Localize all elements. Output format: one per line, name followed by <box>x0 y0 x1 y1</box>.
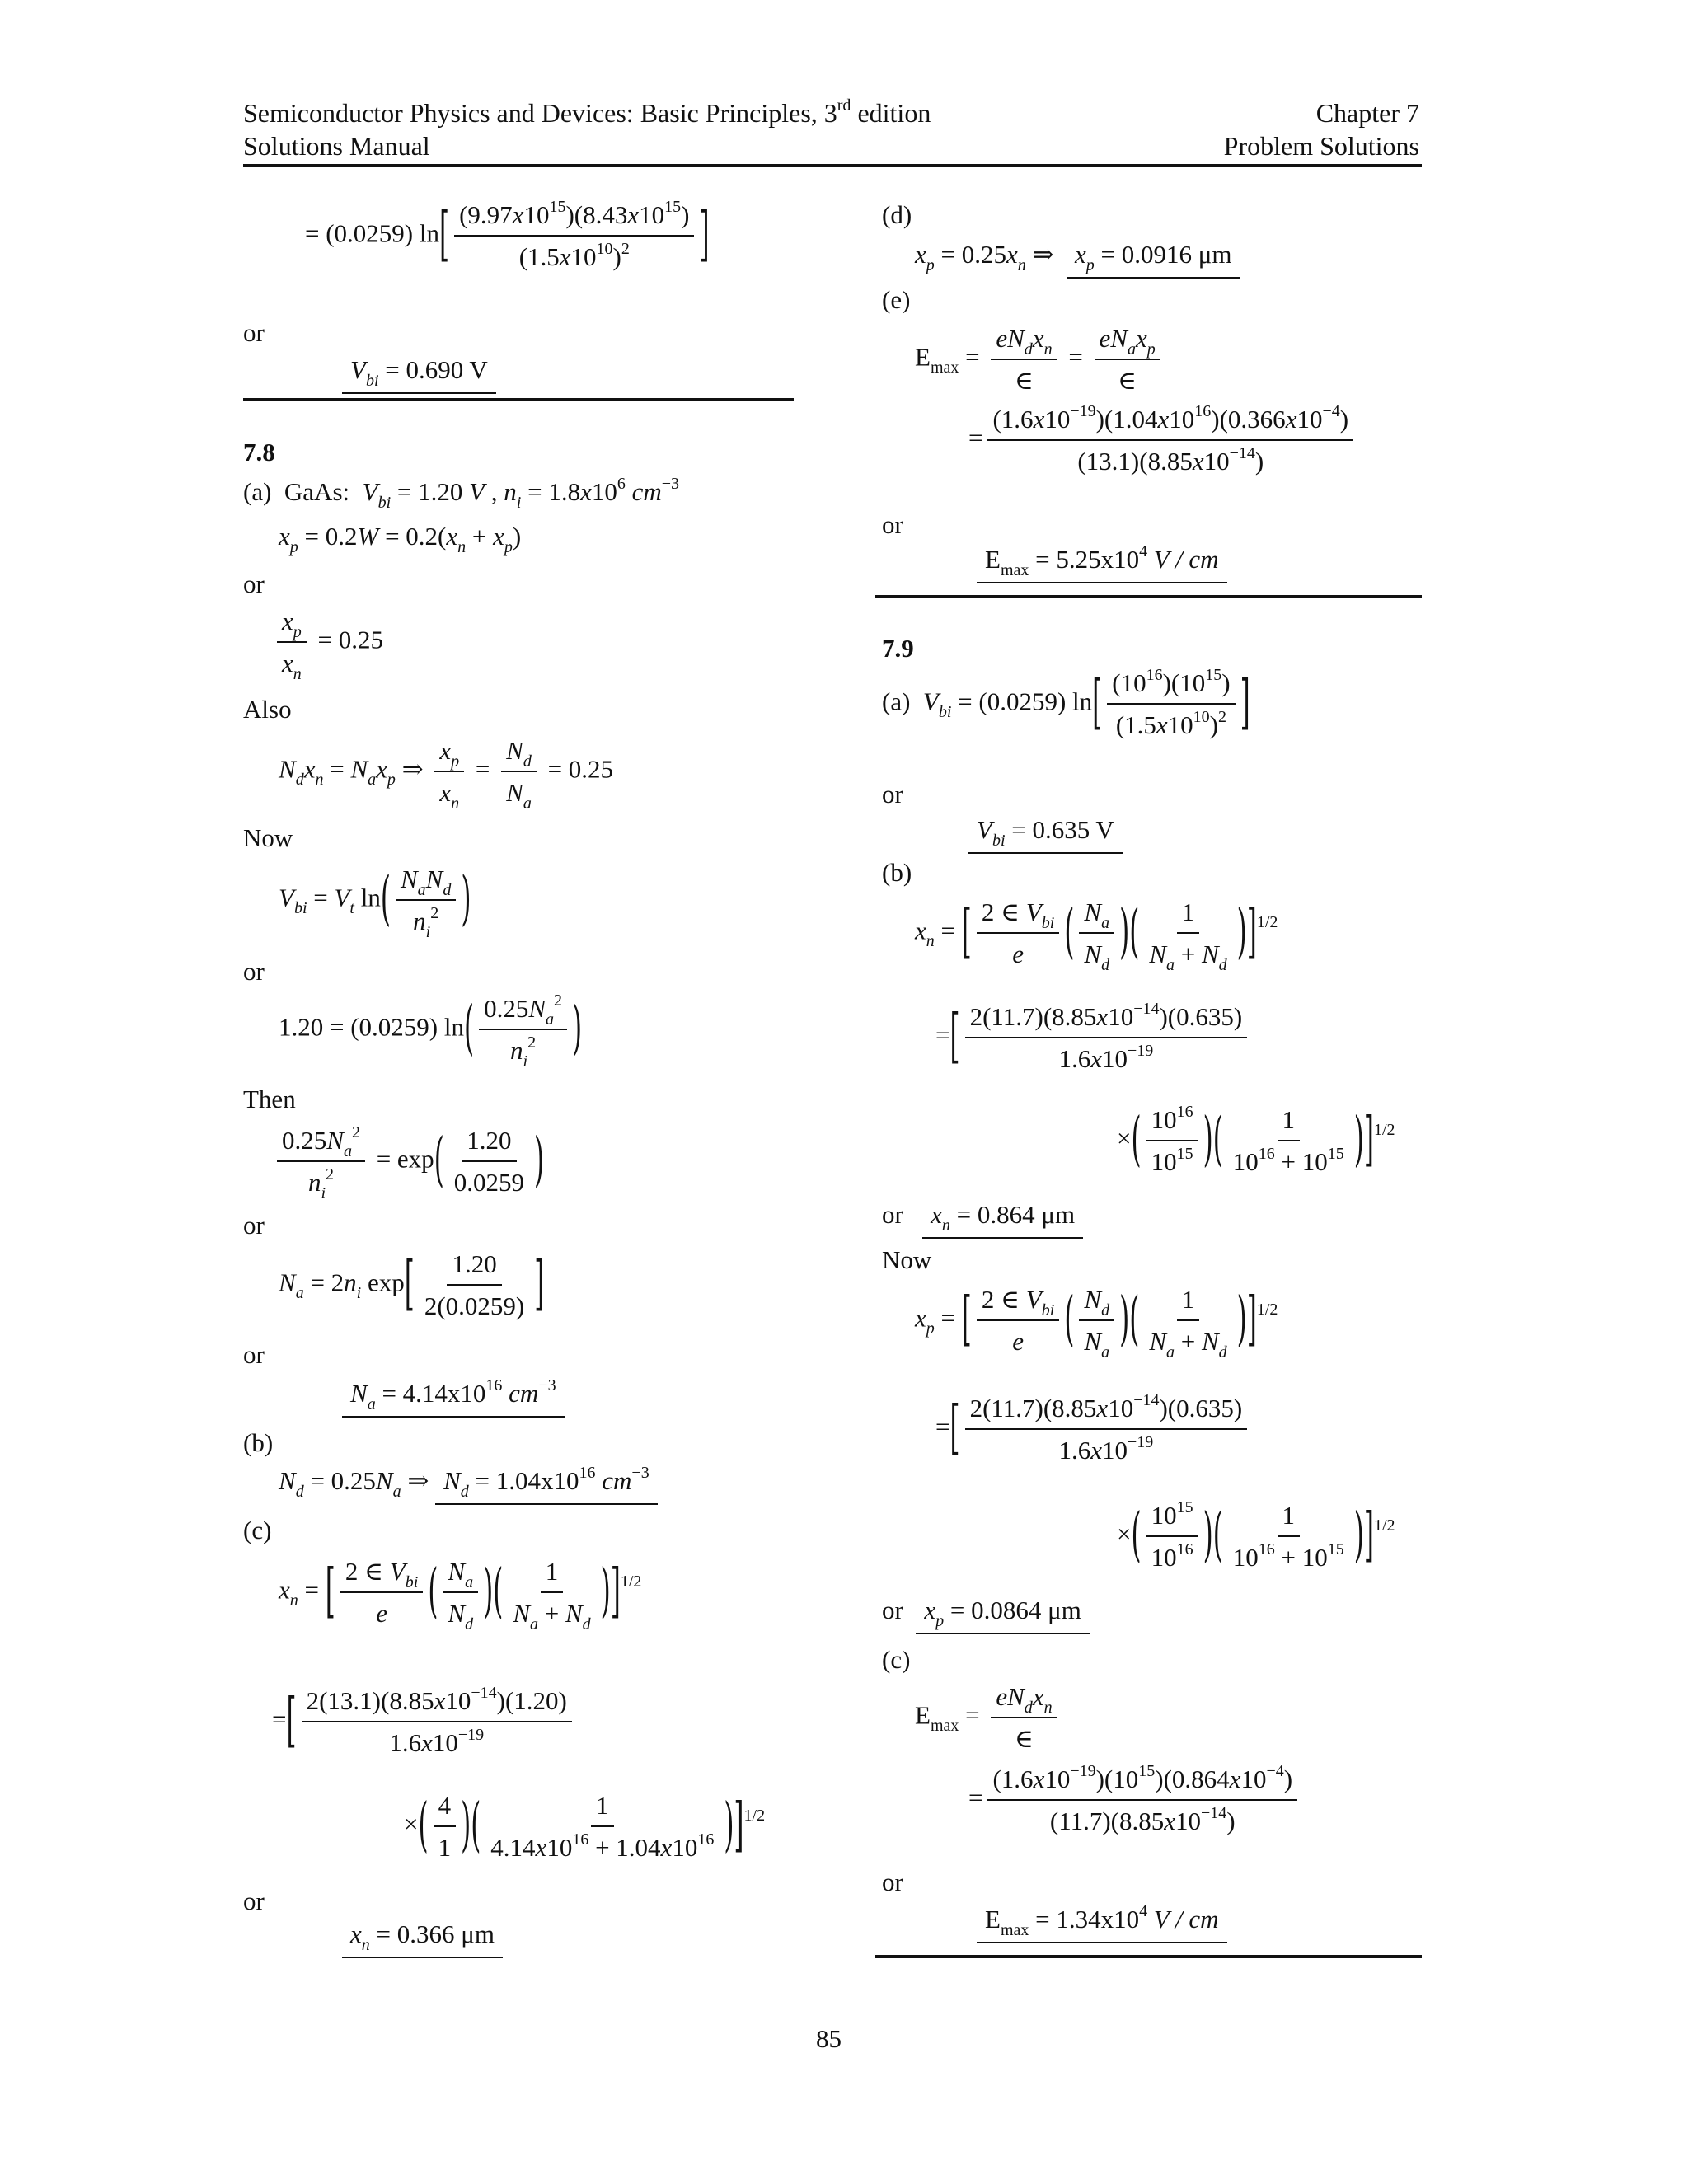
eq-vbi-formula: $V_{bi} = V_t$ ln( $\frac{N_aN_d}{n_i^2}$ ) <box>279 865 471 942</box>
section-rule <box>875 595 1422 598</box>
result-vbi-prev: $V_{bi} = 0.690$ V <box>342 354 496 385</box>
problem-number: 7.8 <box>243 438 275 466</box>
eq-xn-formula: $x_n$ = [ $\frac{2 \in V_{bi}}{e}$ ( $\frac{N_a}{N_d}$ )( $\frac{1}{N_a + N_d}$ )]$^{1/2}$ <box>279 1557 642 1634</box>
eq-xp-79-factor: ×( $\frac{10^{15}}{10^{16}}$ )( $\frac{1}{10^{16} + 10^{15}}$ )]$^{1/2}$ <box>1117 1498 1395 1572</box>
result-vbi-79: $V_{bi} = 0.635$ V <box>968 814 1123 845</box>
result-nd: $N_d = 0.25N_a$ ⇒ $N_d = 1.04x10^{16}$ $cm^{-3}$ <box>279 1465 658 1496</box>
eq-xn-79-numeric: =[ $\frac{2(11.7)(8.85x10^{-14})(0.635)}{1.6x10^{-19}}$ <box>935 1001 1252 1074</box>
page-number: 85 <box>816 2024 842 2053</box>
header-rule <box>243 164 1422 167</box>
header-title: Semiconductor Physics and Devices: Basic Principles, 3rd edition <box>243 96 931 128</box>
text-or: or <box>243 1211 265 1240</box>
text-or: or <box>882 1868 903 1896</box>
eq-na-formula: $N_a = 2n_i$ exp[ $\frac{1.20}{2(0.0259)}$ ] <box>279 1249 545 1321</box>
text-or: or <box>882 780 903 808</box>
eq-xn-79-formula: $x_n$ = [ $\frac{2 \in V_{bi}}{e}$ ( $\frac{N_a}{N_d}$ )( $\frac{1}{N_a + N_d}$ )]$^{1/2}$ <box>915 898 1278 975</box>
label-d: (d) <box>882 200 912 229</box>
result-xn-79: or $x_n = 0.864$ μm <box>882 1199 1083 1230</box>
text-or: or <box>243 569 265 598</box>
eq-vbi-numeric: 1.20 = (0.0259) ln( $\frac{0.25N_a^2}{n_i^2}$ ) <box>279 991 583 1071</box>
eq-xp-79-formula: $x_p$ = [ $\frac{2 \in V_{bi}}{e}$ ( $\frac{N_d}{N_a}$ )( $\frac{1}{N_a + N_d}$ )]$^{1/2}$ <box>915 1285 1278 1362</box>
eq-xp-w: $x_p = 0.2W = 0.2(x_n + x_p)$ <box>279 522 522 556</box>
section-rule <box>875 1955 1422 1958</box>
label-b: (b) <box>243 1428 274 1457</box>
eq-emax-79-numeric: = $\frac{(1.6x10^{-19})(10^{15})(0.864x10^{-4})}{(11.7)(8.85x10^{-14})}$ <box>968 1764 1302 1836</box>
text-or: or <box>243 1886 265 1915</box>
eq-emax-79-formula: $E_{max}$ = $\frac{eN_dx_n}{\in}$ <box>915 1681 1062 1754</box>
result-emax-79: $E_{max} = 1.34x10^4$ V / cm <box>977 1904 1227 1934</box>
result-xp-78: $x_p = 0.25x_n$ ⇒ $x_p = 0.0916$ μm <box>915 239 1240 269</box>
label-c: (c) <box>882 1645 911 1674</box>
text-also: Also <box>243 695 292 724</box>
eq-emax-formula: $E_{max}$ = $\frac{eN_dx_n}{\in}$ = $\frac{eN_ax_p}{\in}$ <box>915 323 1165 396</box>
text-or: or <box>882 510 903 539</box>
eq-gaas-given: (a) GaAs: $V_{bi} = 1.20$ V , $n_i = 1.8x10^6$ $cm^{-3}$ <box>243 475 680 512</box>
label-b: (b) <box>882 858 912 887</box>
result-xn-78: $x_n = 0.366$ μm <box>342 1919 503 1949</box>
eq-emax-numeric: = $\frac{(1.6x10^{-19})(1.04x10^{16})(0.366x10^{-4})}{(13.1)(8.85x10^{-14})}$ <box>968 404 1358 476</box>
eq-xp-79-numeric: =[ $\frac{2(11.7)(8.85x10^{-14})(0.635)}{1.6x10^{-19}}$ <box>935 1393 1252 1465</box>
text-or: or <box>243 1340 265 1369</box>
eq-xn-factor: ×( $\frac{4}{1}$ )( $\frac{1}{4.14x10^{16} + 1.04x10^{16}}$ )]$^{1/2}$ <box>404 1791 766 1863</box>
section-rule <box>243 398 794 401</box>
text-now: Now <box>243 823 293 852</box>
eq-ratio: $\frac{x_p}{x_n}$ = 0.25 <box>272 606 383 678</box>
header-section: Problem Solutions <box>1223 131 1419 161</box>
eq-vbi-79: (a) $V_{bi} = (0.0259)$ ln[ $\frac{(10^{16})(10^{15})}{(1.5x10^{10})^2}$ ] <box>882 666 1250 740</box>
eq-charge-balance: $N_dx_n = N_ax_p$ ⇒ $\frac{x_p}{x_n}$ = $\frac{N_d}{N_a}$ = 0.25 <box>279 736 614 813</box>
text-or: or <box>243 318 265 347</box>
header-subtitle: Solutions Manual <box>243 131 430 161</box>
text-now: Now <box>882 1245 932 1274</box>
eq-exp: $\frac{0.25N_a^2}{n_i^2}$ = exp( $\frac{1.20}{0.0259}$ ) <box>272 1125 544 1197</box>
problem-number: 7.9 <box>882 634 914 663</box>
label-e: (e) <box>882 285 911 314</box>
result-na: $N_a = 4.14x10^{16}$ $cm^{-3}$ <box>342 1378 565 1408</box>
eq-vbi-prev-calc: = (0.0259) ln[ $\frac{(9.97x10^{15})(8.43x10^{15})}{(1.5x10^{10})^2}$ ] <box>305 198 710 272</box>
eq-xn-numeric: =[ $\frac{2(13.1)(8.85x10^{-14})(1.20)}{1.6x10^{-19}}$ <box>272 1685 577 1758</box>
result-emax-78: $E_{max} = 5.25x10^4$ V / cm <box>977 544 1227 574</box>
text-then: Then <box>243 1085 296 1113</box>
text-or: or <box>243 957 265 986</box>
result-xp-79: or $x_p = 0.0864$ μm <box>882 1595 1090 1625</box>
eq-xn-79-factor: ×( $\frac{10^{16}}{10^{15}}$ )( $\frac{1}{10^{16} + 10^{15}}$ )]$^{1/2}$ <box>1117 1103 1395 1177</box>
label-c: (c) <box>243 1516 272 1544</box>
header-chapter: Chapter 7 <box>1315 98 1419 128</box>
